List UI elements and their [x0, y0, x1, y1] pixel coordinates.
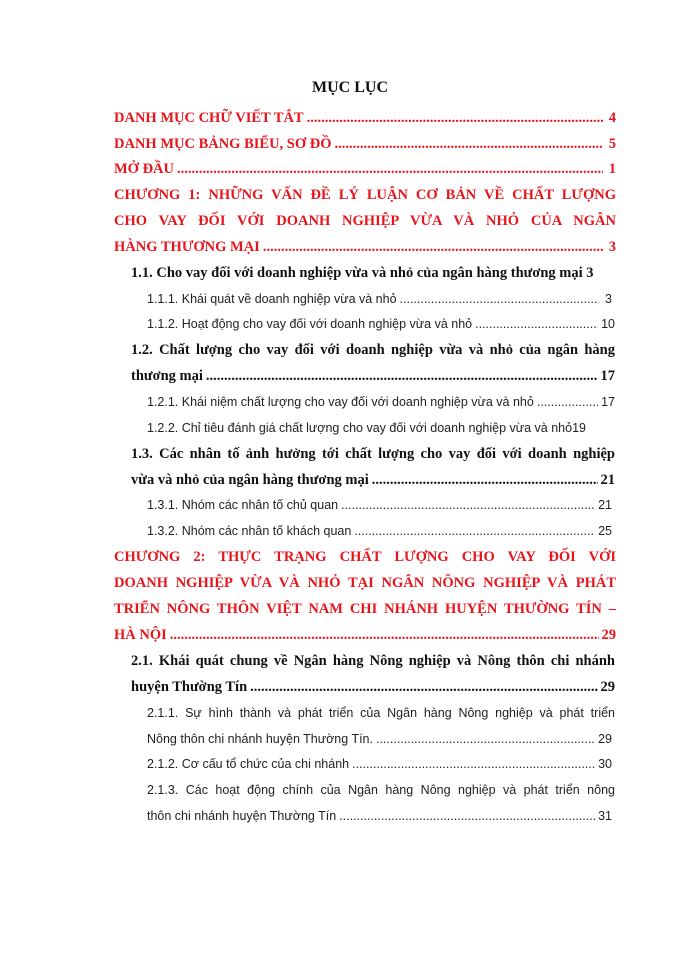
toc-subsection-2-1-1-line-2[interactable]: Nông thôn chi nhánh huyện Thường Tín. ..... 29 [147, 731, 612, 747]
toc-section-2-1-line-2[interactable]: huyện Thường Tín ..... 29 [131, 679, 615, 695]
toc-section-1-2-line-1[interactable]: 1.2. Chất lượng cho vay đối với doanh nghiệp vừa và nhỏ của ngân hàng [131, 342, 615, 358]
toc-chapter-1-line-2[interactable]: CHO VAY ĐỐI VỚI DOANH NGHIỆP VỪA VÀ NHỎ CỦA NGÂN [114, 213, 616, 229]
toc-section-1-3-line-1[interactable]: 1.3. Các nhân tố ảnh hưởng tới chất lượng cho vay đối với doanh nghiệp [131, 446, 615, 462]
toc-title: MỤC LỤC [312, 79, 388, 96]
toc-entry-tables-figures[interactable]: DANH MỤC BẢNG BIỂU, SƠ ĐỒ ..... 5 [114, 136, 616, 152]
toc-subsection-1-2-1[interactable]: 1.2.1. Khái niệm chất lượng cho vay đối với doanh nghiệp vừa và nhỏ ..... 17 [147, 394, 615, 410]
toc-entry-introduction[interactable]: MỞ ĐẦU ..... 1 [114, 161, 616, 177]
toc-chapter-2-line-3[interactable]: TRIỂN NÔNG THÔN VIỆT NAM CHI NHÁNH HUYỆN THƯỜNG TÍN – [114, 601, 616, 617]
toc-chapter-2-line-2[interactable]: DOANH NGHIỆP VỪA VÀ NHỎ TẠI NGÂN NÔNG NGHIỆP VÀ PHÁT [114, 575, 616, 591]
toc-subsection-2-1-2[interactable]: 2.1.2. Cơ cấu tổ chức của chi nhánh ..... 30 [147, 756, 612, 772]
toc-entry-abbreviations[interactable]: DANH MỤC CHỮ VIẾT TẮT ..... 4 [114, 110, 616, 126]
toc-subsection-1-3-2[interactable]: 1.3.2. Nhóm các nhân tố khách quan ..... 25 [147, 523, 612, 539]
toc-subsection-2-1-3-line-1[interactable]: 2.1.3. Các hoạt động chính của Ngân hàng Nông nghiệp và phát triển nông [147, 783, 615, 797]
toc-subsection-1-1-1[interactable]: 1.1.1. Khái quát về doanh nghiệp vừa và nhỏ ..... 3 [147, 291, 612, 307]
toc-chapter-1-line-3[interactable]: HÀNG THƯƠNG MẠI ..... 3 [114, 239, 616, 255]
toc-chapter-1-line-1[interactable]: CHƯƠNG 1: NHỮNG VẤN ĐỀ LÝ LUẬN CƠ BẢN VỀ CHẤT LƯỢNG [114, 187, 616, 203]
toc-subsection-2-1-3-line-2[interactable]: thôn chi nhánh huyện Thường Tín ..... 31 [147, 808, 612, 824]
toc-subsection-2-1-1-line-1[interactable]: 2.1.1. Sự hình thành và phát triển của Ngân hàng Nông nghiệp và phát triển [147, 706, 615, 720]
toc-section-1-1[interactable]: 1.1. Cho vay đối với doanh nghiệp vừa và nhỏ của ngân hàng thương mại 3 [131, 265, 594, 281]
toc-section-1-3-line-2[interactable]: vừa và nhỏ của ngân hàng thương mại ..... 21 [131, 472, 615, 488]
toc-chapter-2-line-1[interactable]: CHƯƠNG 2: THỰC TRẠNG CHẤT LƯỢNG CHO VAY ĐỐI VỚI [114, 549, 616, 565]
toc-subsection-1-2-2[interactable]: 1.2.2. Chỉ tiêu đánh giá chất lượng cho vay đối với doanh nghiệp vừa và nhỏ19 [147, 421, 586, 435]
toc-section-1-2-line-2[interactable]: thương mại ..... 17 [131, 368, 615, 384]
toc-chapter-2-line-4[interactable]: HÀ NỘI ..... 29 [114, 627, 616, 643]
toc-subsection-1-1-2[interactable]: 1.1.2. Hoạt động cho vay đối với doanh nghiệp vừa và nhỏ ..... 10 [147, 316, 615, 332]
toc-subsection-1-3-1[interactable]: 1.3.1. Nhóm các nhân tố chủ quan ..... 21 [147, 497, 612, 513]
toc-section-2-1-line-1[interactable]: 2.1. Khái quát chung về Ngân hàng Nông nghiệp và Nông thôn chi nhánh [131, 653, 615, 669]
